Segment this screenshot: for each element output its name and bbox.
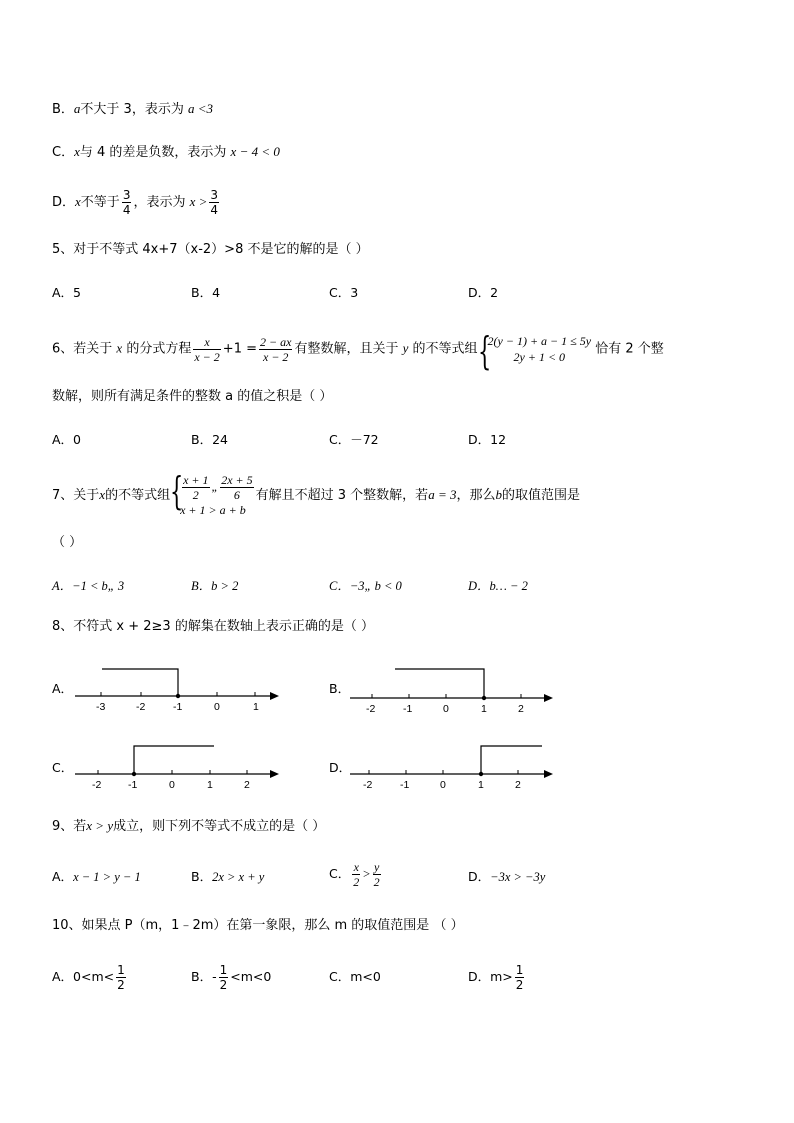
q7-stem-line2: （ ） [52, 535, 83, 550]
tick-label: -2 [136, 701, 146, 712]
q9-option-c: C． $\frac{x}{2}$ > $\frac{y}{2}$ [329, 860, 380, 889]
q6-system: { 2(y − 1) + a − 1 ≤ 5y 2y + 1 < 0 [477, 329, 592, 373]
tick-label: -2 [363, 779, 373, 791]
tick-label: 2 [518, 703, 524, 712]
tick-label: 0 [440, 779, 446, 791]
q9-stem: 9、若x > y成立，则下列不等式不成立的是（ ） [52, 818, 326, 834]
q7-option-b: B．b > 2 [191, 579, 239, 593]
tick-label: -2 [92, 779, 102, 791]
q7-option-a: A．−1 < b„ 3 [52, 579, 125, 593]
q6-stem: 6、若关于 x 的分式方程 $\frac{x}{x - 2}$ +1 = $\frac{2 - ax}{x - 2}$ 有整数解，且关于 y 的不等式组 { 2(y − 1) + a − 1 ≤ 5y 2y + 1 < 0 恰有 2 个整 [52, 329, 664, 373]
q5-option-a: A．5 [52, 285, 82, 300]
q7-option-d: D．b… − 2 [468, 579, 528, 593]
q8-stem: 8、不符式 x + 2≥3 的解集在数轴上表示正确的是（ ） [52, 619, 374, 634]
tick-label: 1 [253, 701, 259, 712]
tick-label: 1 [481, 703, 487, 712]
q8-number-line-c [70, 740, 285, 792]
q8-number-line-b [345, 660, 560, 712]
tick-label: -1 [128, 779, 138, 791]
q9-option-b: B．2x > x + y [191, 869, 265, 884]
q5-option-b: B．4 [191, 285, 221, 300]
q8-number-line-d [345, 740, 560, 792]
tick-label: 1 [478, 779, 484, 791]
tick-label: -1 [403, 703, 413, 712]
q6-option-d: D．12 [468, 432, 507, 447]
q7-stem: 7、关于x的不等式组 { $\frac{x + 1}{2}$ „ $\frac{2x + 5}{6}$ x + 1 > a + b 有解且不超过 3 个整数解，若a = 3，那么b的取值范围是 [52, 469, 580, 517]
tick-label: -2 [366, 703, 376, 712]
q5-option-d: D．2 [468, 285, 499, 300]
tick-label: 0 [214, 701, 220, 712]
tick-label: 2 [515, 779, 521, 791]
q6-option-c: C．－72 [329, 432, 379, 447]
tick-label: 2 [244, 779, 250, 791]
q5-option-c: C．3 [329, 285, 359, 300]
tick-label: -3 [96, 701, 106, 712]
tick-label: -1 [400, 779, 410, 791]
q10-option-d: D．m> $\frac{1}{2}$ [468, 963, 524, 992]
tick-label: 1 [207, 779, 213, 791]
q9-option-a: A．x − 1 > y − 1 [52, 869, 141, 884]
q8-label-d: D． [329, 760, 352, 775]
q8-number-line-a [70, 660, 285, 712]
tick-label: -1 [173, 701, 183, 712]
q8-label-c: C． [52, 760, 74, 775]
q6-option-a: A．0 [52, 432, 82, 447]
q7-option-c: C．−3„ b < 0 [329, 579, 402, 593]
tick-label: 0 [443, 703, 449, 712]
q4-option-d: D．x不等于 $\frac{3}{4}$ ，表示为 x > $\frac{3}{4}$ [52, 188, 219, 217]
q10-option-c: C．m<0 [329, 969, 381, 984]
q4-option-b: B．a不大于 3，表示为 a <3 [52, 101, 213, 117]
q8-label-b: B． [329, 681, 351, 696]
q10-option-b: B．- $\frac{1}{2}$ <m<0 [191, 963, 272, 992]
q6-option-b: B．24 [191, 432, 228, 447]
tick-label: 0 [169, 779, 175, 791]
q9-option-d: D．−3x > −3y [468, 869, 546, 884]
q10-stem: 10、如果点 P（m，1﹣2m）在第一象限，那么 m 的取值范围是 （ ） [52, 918, 464, 933]
q10-option-a: A．0<m< $\frac{1}{2}$ [52, 963, 125, 992]
q4-option-c: C．x与 4 的差是负数，表示为 x − 4 < 0 [52, 144, 280, 160]
q7-system: { $\frac{x + 1}{2}$ „ $\frac{2x + 5}{6}$ x + 1 > a + b [170, 469, 253, 517]
q6-stem-line2: 数解，则所有满足条件的整数 a 的值之积是（ ） [52, 389, 333, 404]
q5-stem: 5、对于不等式 4x+7（x-2）>8 不是它的解的是（ ） [52, 242, 369, 257]
q8-label-a: A． [52, 681, 74, 696]
